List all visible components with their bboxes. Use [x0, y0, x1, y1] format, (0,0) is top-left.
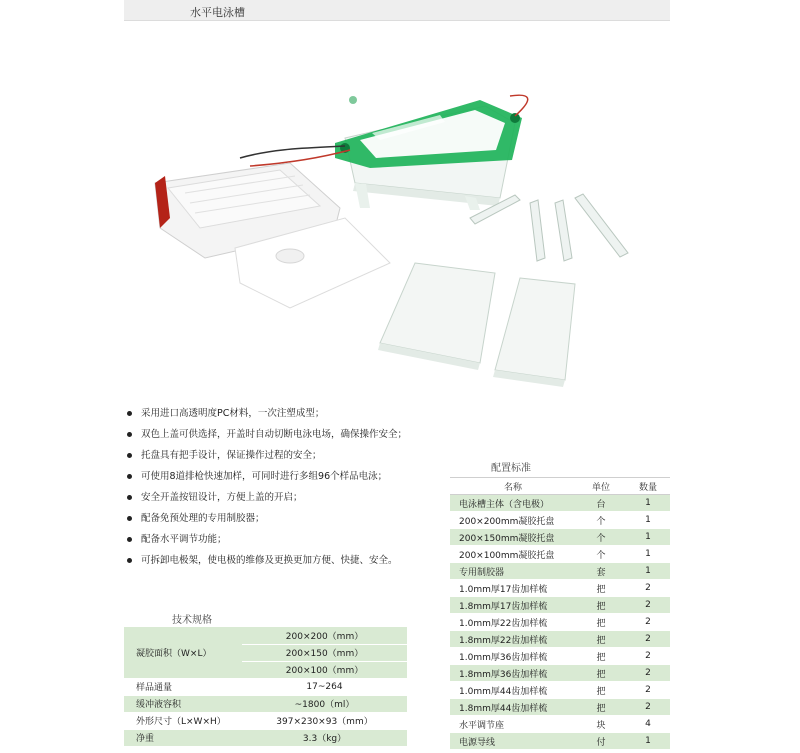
feature-item [124, 529, 454, 550]
config-qty: 1 [626, 495, 670, 512]
config-name: 1.8mm厚44齿加样梳 [450, 699, 576, 716]
table-row [124, 695, 407, 712]
table-row [450, 597, 670, 614]
table-row [450, 529, 670, 546]
bullet-icon [127, 474, 132, 479]
feature-list [124, 403, 454, 571]
config-qty: 1 [626, 563, 670, 580]
feature-text: 采用进口高透明度PC材料，一次注塑成型； [141, 408, 325, 419]
config-unit: 套 [576, 563, 626, 580]
table-row [450, 614, 670, 631]
table-row [450, 716, 670, 733]
spec-value: 397×230×93（mm） [242, 712, 407, 729]
config-name: 专用制胶器 [450, 563, 576, 580]
spec-table [124, 627, 407, 747]
config-name: 1.8mm厚22齿加样梳 [450, 631, 576, 648]
spec-label: 外形尺寸（L×W×H） [124, 712, 242, 729]
spec-label: 净重 [124, 729, 242, 746]
feature-text: 双色上盖可供选择，开盖时自动切断电泳电场，确保操作安全； [141, 429, 408, 440]
spec-title: 技术规格 [172, 615, 212, 626]
config-unit: 把 [576, 631, 626, 648]
feature-text: 配备免预处理的专用制胶器； [141, 513, 265, 524]
config-name: 1.0mm厚44齿加样梳 [450, 682, 576, 699]
feature-item [124, 466, 454, 487]
feature-text: 配备水平调节功能； [141, 534, 227, 545]
spec-value: 3.3（kg） [242, 729, 407, 746]
config-unit: 个 [576, 546, 626, 563]
config-qty: 1 [626, 546, 670, 563]
table-row [124, 729, 407, 746]
bullet-icon [127, 453, 132, 458]
config-header-unit: 单位 [576, 478, 626, 495]
config-table [450, 477, 670, 750]
feature-text: 可使用8道排枪快速加样，可同时进行多组96个样品电泳； [141, 471, 388, 482]
spec-value: 17~264 [242, 678, 407, 695]
spec-label: 缓冲液容积 [124, 695, 242, 712]
table-row [450, 580, 670, 597]
config-name: 电泳槽主体（含电极） [450, 495, 576, 512]
config-header-qty: 数量 [626, 478, 670, 495]
table-row [124, 627, 407, 644]
table-row [450, 546, 670, 563]
config-qty: 1 [626, 733, 670, 750]
config-qty: 2 [626, 648, 670, 665]
spec-label: 凝胶面积（W×L） [124, 627, 242, 678]
gel-trays-illustration [378, 263, 575, 387]
feature-text: 安全开盖按钮设计，方便上盖的开启； [141, 492, 303, 503]
config-title: 配置标准 [491, 463, 531, 474]
config-name: 1.8mm厚17齿加样梳 [450, 597, 576, 614]
config-qty: 2 [626, 614, 670, 631]
table-row [450, 631, 670, 648]
table-row [124, 712, 407, 729]
config-name: 水平调节座 [450, 716, 576, 733]
config-unit: 块 [576, 716, 626, 733]
config-name: 200×150mm凝胶托盘 [450, 529, 576, 546]
page-title: 水平电泳槽 [190, 6, 245, 19]
config-unit: 把 [576, 614, 626, 631]
spec-value: 200×200（mm） [242, 627, 407, 644]
config-name: 200×100mm凝胶托盘 [450, 546, 576, 563]
config-unit: 把 [576, 648, 626, 665]
feature-text: 可拆卸电极架，使电极的维修及更换更加方便、快捷、安全。 [141, 555, 398, 566]
config-unit: 把 [576, 665, 626, 682]
config-name: 1.0mm厚36齿加样梳 [450, 648, 576, 665]
product-photo [140, 88, 640, 388]
config-header-row [450, 478, 670, 495]
config-qty: 2 [626, 631, 670, 648]
config-name: 1.0mm厚17齿加样梳 [450, 580, 576, 597]
feature-item [124, 550, 454, 571]
bullet-icon [127, 495, 132, 500]
config-unit: 把 [576, 699, 626, 716]
spec-value: ~1800（ml） [242, 695, 407, 712]
config-qty: 1 [626, 512, 670, 529]
config-qty: 2 [626, 682, 670, 699]
config-unit: 付 [576, 733, 626, 750]
config-name: 1.0mm厚22齿加样梳 [450, 614, 576, 631]
table-row [450, 495, 670, 512]
table-row [450, 665, 670, 682]
config-header-name: 名称 [450, 478, 576, 495]
config-name: 200×200mm凝胶托盘 [450, 512, 576, 529]
feature-text: 托盘具有把手设计，保证操作过程的安全； [141, 450, 322, 461]
table-row [450, 563, 670, 580]
feature-item [124, 508, 454, 529]
config-qty: 1 [626, 529, 670, 546]
config-unit: 个 [576, 512, 626, 529]
table-row [124, 678, 407, 695]
bullet-icon [127, 537, 132, 542]
config-name: 1.8mm厚36齿加样梳 [450, 665, 576, 682]
table-row [450, 699, 670, 716]
config-unit: 把 [576, 580, 626, 597]
feature-item [124, 487, 454, 508]
config-name: 电源导线 [450, 733, 576, 750]
feature-item [124, 424, 454, 445]
table-row [450, 733, 670, 750]
bullet-icon [127, 432, 132, 437]
table-row [450, 682, 670, 699]
table-row [450, 512, 670, 529]
feature-item [124, 445, 454, 466]
bullet-icon [127, 516, 132, 521]
config-unit: 个 [576, 529, 626, 546]
config-qty: 2 [626, 597, 670, 614]
config-qty: 4 [626, 716, 670, 733]
spec-value: 200×150（mm） [242, 644, 407, 661]
config-qty: 2 [626, 699, 670, 716]
feature-item [124, 403, 454, 424]
config-unit: 台 [576, 495, 626, 512]
config-unit: 把 [576, 682, 626, 699]
config-qty: 2 [626, 580, 670, 597]
config-unit: 把 [576, 597, 626, 614]
spec-label: 样品通量 [124, 678, 242, 695]
config-qty: 2 [626, 665, 670, 682]
table-row [450, 648, 670, 665]
bullet-icon [127, 558, 132, 563]
spec-value: 200×100（mm） [242, 661, 407, 678]
bullet-icon [127, 411, 132, 416]
